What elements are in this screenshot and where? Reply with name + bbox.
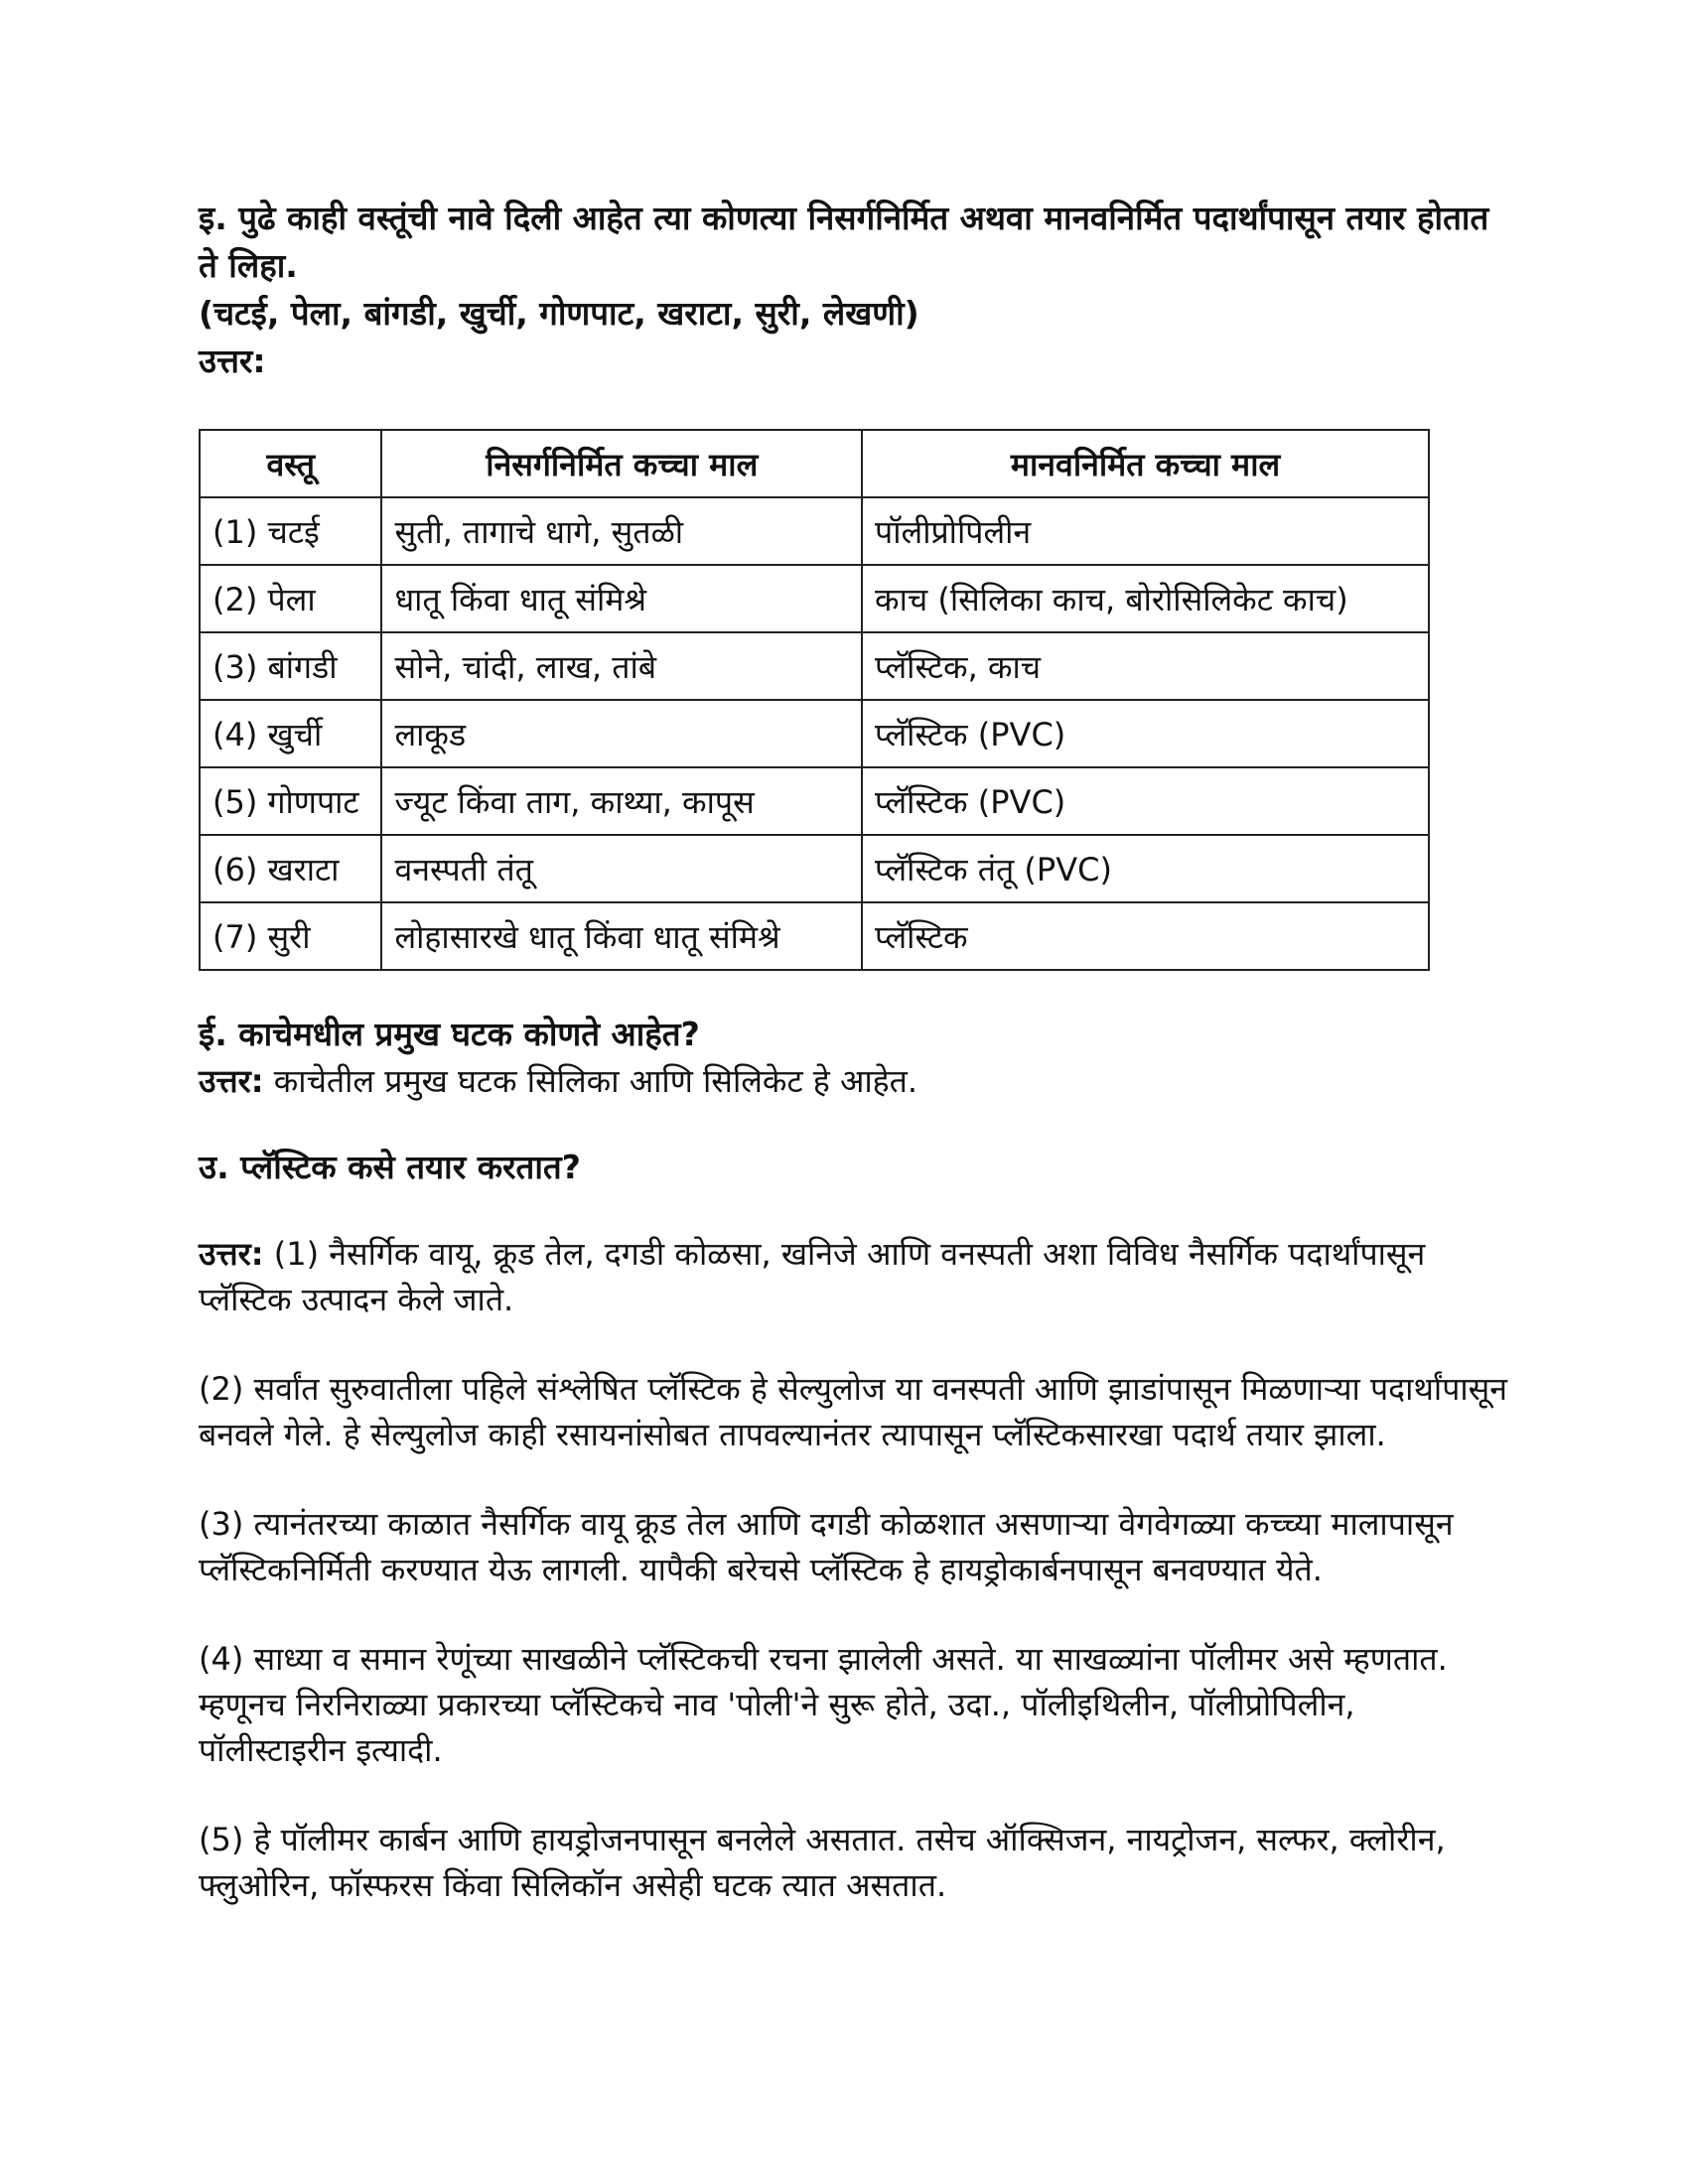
- cell-manmade: प्लॅस्टिक (PVC): [862, 700, 1429, 767]
- question-ee-answer: [199, 1058, 1509, 1104]
- table-row: [200, 632, 1429, 700]
- table-row: [200, 902, 1429, 970]
- table-row: [200, 497, 1429, 565]
- document-page: [199, 195, 1509, 1908]
- question-ee-section: [199, 1011, 1509, 1104]
- header-natural: निसर्गनिर्मित कच्चा माल: [381, 430, 862, 497]
- question-e-item-list: (चटई, पेला, बांगडी, खुर्ची, गोणपाट, खराटा, सुरी, लेखणी): [199, 294, 919, 333]
- cell-natural: वनस्पती तंतू: [381, 835, 862, 902]
- question-u-title: उ. प्लॅस्टिक कसे तयार करतात?: [199, 1148, 581, 1186]
- question-ee-title: ई. काचेमधील प्रमुख घटक कोणते आहेत?: [199, 1015, 700, 1053]
- answer-point-3: (3) त्यानंतरच्या काळात नैसर्गिक वायू क्रूड तेल आणि दगडी कोळशात असणाऱ्या वेगवेगळ्या कच्च्या मालापासून प्लॅस्टिकनिर्मिती करण्यात येऊ लागली. यापैकी बरेचसे प्लॅस्टिक हे हायड्रोकार्बनपासून बनवण्यात येते.: [199, 1505, 1454, 1588]
- cell-manmade: काच (सिलिका काच, बोरोसिलिकेट काच): [862, 565, 1429, 632]
- question-e-title: इ. पुढे काही वस्तूंची नावे दिली आहेत त्या कोणत्या निसर्गनिर्मित अथवा मानवनिर्मित पदार्थांपासून तयार होतात ते लिहा.: [199, 199, 1489, 285]
- table-row: [200, 835, 1429, 902]
- header-manmade: मानवनिर्मित कच्चा माल: [862, 430, 1429, 497]
- header-item: वस्तू: [200, 430, 381, 497]
- cell-item: (5) गोणपाट: [200, 767, 381, 835]
- table-header-row: [200, 430, 1429, 497]
- table-row: [200, 767, 1429, 835]
- cell-natural: लोहासारखे धातू किंवा धातू संमिश्रे: [381, 902, 862, 970]
- cell-natural: सोने, चांदी, लाख, तांबे: [381, 632, 862, 700]
- cell-manmade: प्लॅस्टिक, काच: [862, 632, 1429, 700]
- cell-manmade: प्लॅस्टिक: [862, 902, 1429, 970]
- answer-point-5: (5) हे पॉलीमर कार्बन आणि हायड्रोजनपासून बनलेले असतात. तसेच ऑक्सिजन, नायट्रोजन, सल्फर, क्लोरीन, फ्लुओरिन, फॉस्फरस किंवा सिलिकॉन असेही घटक त्यात असतात.: [199, 1821, 1446, 1904]
- raw-material-table: [199, 429, 1430, 971]
- answer-text: (1) नैसर्गिक वायू, क्रूड तेल, दगडी कोळसा, खनिजे आणि वनस्पती अशा विविध नैसर्गिक पदार्थांपासून प्लॅस्टिक उत्पादन केले जाते.: [199, 1235, 1426, 1318]
- cell-natural: धातू किंवा धातू संमिश्रे: [381, 565, 862, 632]
- question-e-answer-label: उत्तर:: [199, 341, 266, 380]
- cell-item: (7) सुरी: [200, 902, 381, 970]
- answer-point-1: [199, 1231, 1509, 1322]
- cell-manmade: प्लॅस्टिक (PVC): [862, 767, 1429, 835]
- cell-natural: लाकूड: [381, 700, 862, 767]
- cell-item: (4) खुर्ची: [200, 700, 381, 767]
- answer-point-2: (2) सर्वांत सुरुवातीला पहिले संश्लेषित प्लॅस्टिक हे सेल्युलोज या वनस्पती आणि झाडांपासून मिळणाऱ्या पदार्थांपासून बनवले गेले. हे सेल्युलोज काही रसायनांसोबत तापवल्यानंतर त्यापासून प्लॅस्टिकसारखा पदार्थ तयार झाला.: [199, 1370, 1508, 1453]
- cell-item: (3) बांगडी: [200, 632, 381, 700]
- question-u-section: [199, 1144, 1509, 1908]
- answer-label: उत्तर:: [199, 1235, 264, 1273]
- cell-natural: ज्यूट किंवा ताग, काथ्या, कापूस: [381, 767, 862, 835]
- cell-natural: सुती, तागाचे धागे, सुतळी: [381, 497, 862, 565]
- table-row: [200, 565, 1429, 632]
- cell-manmade: पॉलीप्रोपिलीन: [862, 497, 1429, 565]
- table-row: [200, 700, 1429, 767]
- answer-label: उत्तर:: [199, 1062, 264, 1100]
- answer-point-4: (4) साध्या व समान रेणूंच्या साखळीने प्लॅस्टिकची रचना झालेली असते. या साखळ्यांना पॉलीमर असे म्हणतात. म्हणूनच निरनिराळ्या प्रकारच्या प्लॅस्टिकचे नाव 'पोली'ने सुरू होते, उदा., पॉलीइथिलीन, पॉलीप्रोपिलीन, पॉलीस्टाइरीन इत्यादी.: [199, 1640, 1448, 1769]
- answer-text: काचेतील प्रमुख घटक सिलिका आणि सिलिकेट हे आहेत.: [263, 1062, 918, 1100]
- cell-item: (1) चटई: [200, 497, 381, 565]
- cell-manmade: प्लॅस्टिक तंतू (PVC): [862, 835, 1429, 902]
- cell-item: (2) पेला: [200, 565, 381, 632]
- cell-item: (6) खराटा: [200, 835, 381, 902]
